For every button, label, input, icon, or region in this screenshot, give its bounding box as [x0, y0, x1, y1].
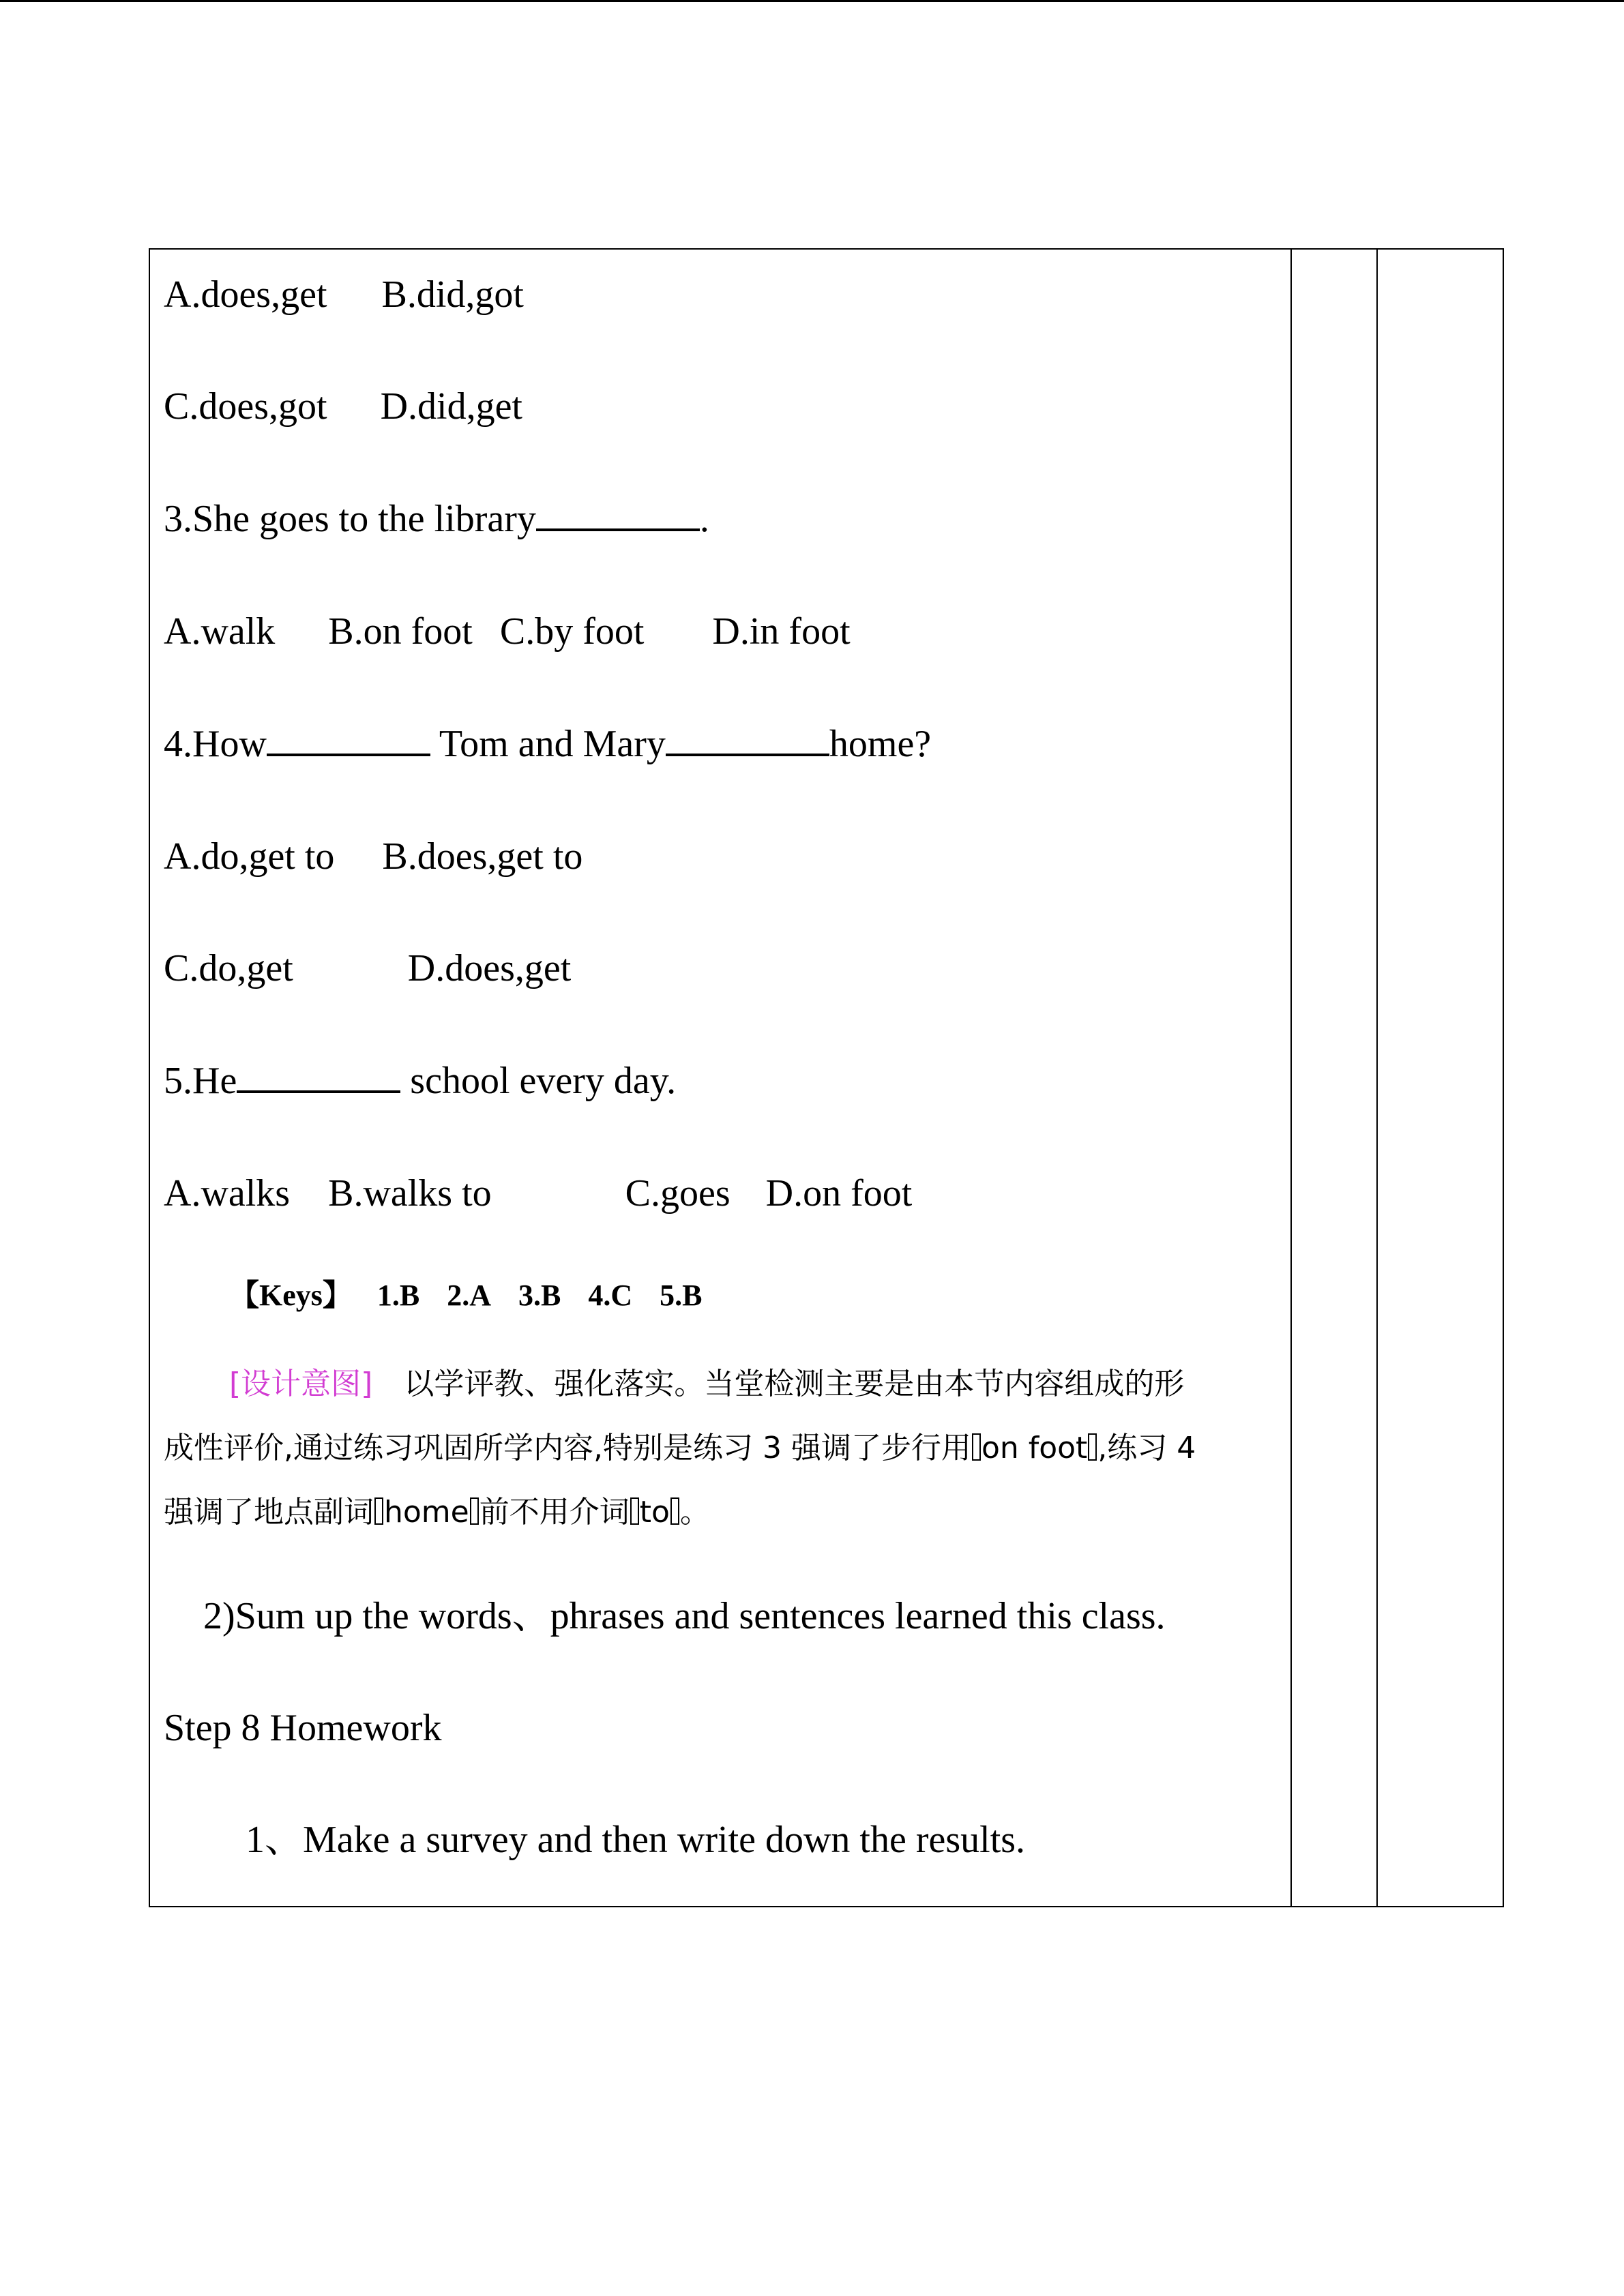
q4-stem	[164, 725, 931, 763]
q4-option-d: D.does,get	[407, 947, 572, 989]
q2-option-d: D.did,get	[380, 385, 522, 428]
design-intent-text-2c: ,练习 4	[1097, 1431, 1196, 1465]
keys-label: 【Keys】	[229, 1279, 353, 1312]
q2-options-row-2	[164, 387, 522, 426]
homework-item-1: 1、Make a survey and then write down the results.	[246, 1819, 1026, 1861]
q3-stem-text: 3.She goes to the library	[164, 498, 536, 540]
q4-options-row-2	[164, 949, 571, 987]
q5-option-b: B.walks to	[328, 1172, 492, 1214]
q5-option-c: C.goes	[625, 1172, 730, 1214]
q4-blank-1	[267, 726, 430, 756]
column-divider-2	[1376, 250, 1378, 1906]
key-3: 3.B	[518, 1279, 561, 1312]
q5-option-a: A.walks	[164, 1172, 291, 1214]
design-intent-line-1	[229, 1369, 1184, 1399]
q4-stem-end: home?	[829, 723, 932, 765]
design-intent-text-1: 以学评教、强化落实。当堂检测主要是由本节内容组成的形	[404, 1367, 1185, 1401]
top-rule	[0, 0, 1624, 2]
answer-keys	[229, 1281, 703, 1311]
quote-box	[630, 1497, 639, 1525]
q3-blank	[536, 501, 700, 531]
q3-options	[164, 612, 851, 651]
quote-box	[470, 1497, 479, 1525]
q2-option-c: C.does,got	[164, 385, 327, 428]
q3-option-b: B.on foot	[328, 610, 473, 653]
design-intent-text-3a: 强调了地点副词	[164, 1495, 374, 1530]
key-5: 5.B	[660, 1279, 703, 1312]
q4-options-row-1	[164, 837, 582, 876]
design-intent-text-3b: home	[384, 1495, 469, 1530]
q5-stem-text: 5.He	[164, 1060, 237, 1102]
q3-stem	[164, 500, 709, 538]
q4-blank-2	[666, 726, 829, 756]
q4-option-b: B.does,get to	[382, 835, 583, 878]
key-4: 4.C	[588, 1279, 633, 1312]
q4-stem-text: 4.How	[164, 723, 267, 765]
design-intent-text-2b: on foot	[981, 1431, 1088, 1465]
q5-stem	[164, 1062, 676, 1100]
step-8-heading: Step 8 Homework	[164, 1707, 442, 1749]
q2-option-a: A.does,get	[164, 273, 327, 316]
design-intent-text-3d: to	[639, 1495, 670, 1530]
q3-option-c: C.by foot	[499, 610, 645, 653]
design-intent-line-2	[164, 1433, 1196, 1463]
q5-options	[164, 1174, 912, 1212]
sum-up-line: 2)Sum up the words、phrases and sentences learned this class.	[203, 1595, 1166, 1637]
q3-option-a: A.walk	[164, 610, 276, 653]
quote-box	[1088, 1433, 1097, 1461]
q5-option-d: D.on foot	[765, 1172, 913, 1214]
quote-box	[972, 1433, 981, 1461]
quote-box	[670, 1497, 679, 1525]
q5-stem-end: school every day.	[400, 1060, 677, 1102]
q4-option-c: C.do,get	[164, 947, 293, 989]
quote-box	[374, 1497, 383, 1525]
key-2: 2.A	[447, 1279, 492, 1312]
q5-blank	[237, 1063, 400, 1093]
q4-option-a: A.do,get to	[164, 835, 335, 878]
key-1: 1.B	[377, 1279, 420, 1312]
design-intent-text-3c: 前不用介词	[479, 1495, 630, 1530]
q3-stem-end: .	[699, 498, 709, 540]
column-divider-1	[1290, 250, 1292, 1906]
q3-option-d: D.in foot	[712, 610, 851, 653]
design-intent-text-3e: 。	[679, 1495, 710, 1530]
q2-option-b: B.did,got	[381, 273, 524, 316]
q4-stem-mid: Tom and Mary	[430, 723, 666, 765]
design-intent-line-3	[164, 1495, 710, 1530]
design-intent-text-2a: 成性评价,通过练习巩固所学内容,特别是练习 3 强调了步行用	[164, 1431, 971, 1465]
design-intent-tag: [设计意图]	[229, 1367, 373, 1401]
q2-options-row-1	[164, 275, 524, 314]
